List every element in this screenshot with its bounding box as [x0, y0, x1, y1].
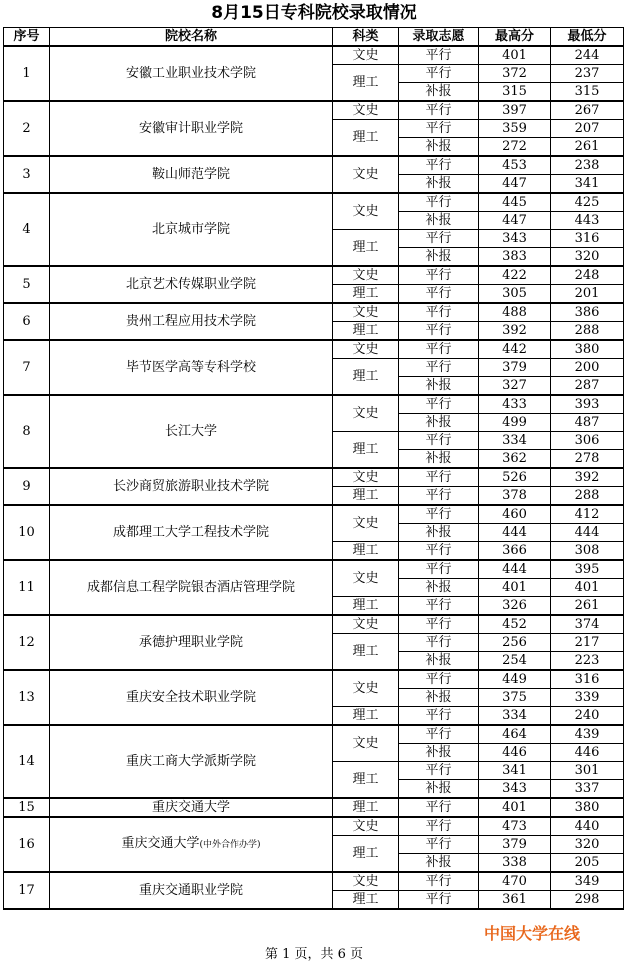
header-seq: 序号 [4, 28, 50, 47]
max-score-cell: 452 [479, 615, 551, 634]
school-seq: 10 [4, 505, 50, 560]
max-score-cell: 315 [479, 83, 551, 102]
max-score-cell: 464 [479, 725, 551, 744]
header-max-score: 最高分 [479, 28, 551, 47]
table-row [4, 670, 624, 689]
choice-cell: 平行 [399, 230, 479, 248]
min-score-cell: 349 [551, 872, 624, 891]
max-score-cell: 499 [479, 414, 551, 432]
min-score-cell: 288 [551, 322, 624, 341]
school-name-text: 长沙商贸旅游职业技术学院 [112, 478, 269, 494]
school-name [50, 798, 333, 817]
max-score-cell: 359 [479, 120, 551, 138]
subject-cell: 理工 [333, 798, 399, 817]
max-score-cell: 361 [479, 891, 551, 910]
subject-cell: 理工 [333, 359, 399, 396]
min-score-cell: 261 [551, 138, 624, 157]
choice-cell: 补报 [399, 579, 479, 597]
school-name [50, 468, 333, 505]
subject-cell: 文史 [333, 156, 399, 193]
subject-cell: 文史 [333, 725, 399, 762]
school-seq: 5 [4, 266, 50, 303]
subject-cell: 文史 [333, 266, 399, 285]
max-score-cell: 401 [479, 46, 551, 65]
max-score-cell: 305 [479, 285, 551, 304]
min-score-cell: 261 [551, 597, 624, 616]
min-score-cell: 425 [551, 193, 624, 212]
choice-cell: 平行 [399, 542, 479, 561]
choice-cell: 平行 [399, 468, 479, 487]
min-score-cell: 315 [551, 83, 624, 102]
school-block [4, 303, 624, 340]
max-score-cell: 526 [479, 468, 551, 487]
subject-cell: 文史 [333, 340, 399, 359]
choice-cell: 平行 [399, 670, 479, 689]
choice-cell: 平行 [399, 891, 479, 910]
school-name [50, 725, 333, 798]
subject-cell: 文史 [333, 395, 399, 432]
school-block [4, 798, 624, 817]
school-name-text: 重庆安全技术职业学院 [125, 689, 256, 705]
max-score-cell: 341 [479, 762, 551, 780]
school-seq: 13 [4, 670, 50, 725]
max-score-cell: 445 [479, 193, 551, 212]
choice-cell: 平行 [399, 798, 479, 817]
subject-cell: 理工 [333, 597, 399, 616]
max-score-cell: 470 [479, 872, 551, 891]
min-score-cell: 380 [551, 340, 624, 359]
max-score-cell: 446 [479, 744, 551, 762]
choice-cell: 平行 [399, 395, 479, 414]
table-row [4, 303, 624, 322]
min-score-cell: 316 [551, 670, 624, 689]
school-block [4, 340, 624, 395]
max-score-cell: 488 [479, 303, 551, 322]
subject-cell: 文史 [333, 303, 399, 322]
choice-cell: 平行 [399, 65, 479, 83]
school-seq: 12 [4, 615, 50, 670]
school-block [4, 560, 624, 615]
subject-cell: 文史 [333, 560, 399, 597]
school-block [4, 670, 624, 725]
choice-cell: 平行 [399, 560, 479, 579]
max-score-cell: 343 [479, 230, 551, 248]
min-score-cell: 392 [551, 468, 624, 487]
school-seq: 4 [4, 193, 50, 266]
school-seq: 6 [4, 303, 50, 340]
school-name-text: 重庆交通大学 [151, 799, 230, 815]
choice-cell: 补报 [399, 689, 479, 707]
choice-cell: 补报 [399, 450, 479, 469]
header-subject: 科类 [333, 28, 399, 47]
school-name-text: 安徽工业职业技术学院 [125, 65, 256, 81]
max-score-cell: 392 [479, 322, 551, 341]
min-score-cell: 267 [551, 101, 624, 120]
school-seq: 9 [4, 468, 50, 505]
school-seq: 3 [4, 156, 50, 193]
min-score-cell: 244 [551, 46, 624, 65]
school-block [4, 468, 624, 505]
school-block [4, 817, 624, 872]
min-score-cell: 395 [551, 560, 624, 579]
school-name-text: 承德护理职业学院 [138, 634, 243, 650]
subject-cell: 理工 [333, 230, 399, 267]
school-name [50, 46, 333, 101]
school-block [4, 872, 624, 909]
subject-cell: 理工 [333, 432, 399, 469]
table-row [4, 266, 624, 285]
subject-cell: 文史 [333, 817, 399, 836]
table-row [4, 193, 624, 212]
min-score-cell: 237 [551, 65, 624, 83]
school-name [50, 872, 333, 909]
max-score-cell: 383 [479, 248, 551, 267]
min-score-cell: 288 [551, 487, 624, 506]
choice-cell: 平行 [399, 101, 479, 120]
school-name-text: 重庆工商大学派斯学院 [125, 753, 256, 769]
table-row [4, 615, 624, 634]
school-name [50, 817, 333, 872]
choice-cell: 平行 [399, 359, 479, 377]
subject-cell: 文史 [333, 101, 399, 120]
school-name-text: 重庆交通大学 [121, 836, 200, 851]
choice-cell: 平行 [399, 817, 479, 836]
table-row [4, 817, 624, 836]
choice-cell: 平行 [399, 193, 479, 212]
subject-cell: 文史 [333, 468, 399, 487]
subject-cell: 理工 [333, 120, 399, 157]
school-block [4, 266, 624, 303]
choice-cell: 补报 [399, 175, 479, 194]
choice-cell: 平行 [399, 597, 479, 616]
min-score-cell: 278 [551, 450, 624, 469]
choice-cell: 补报 [399, 744, 479, 762]
table-row [4, 725, 624, 744]
max-score-cell: 378 [479, 487, 551, 506]
max-score-cell: 343 [479, 780, 551, 799]
max-score-cell: 473 [479, 817, 551, 836]
choice-cell: 平行 [399, 303, 479, 322]
max-score-cell: 449 [479, 670, 551, 689]
choice-cell: 平行 [399, 707, 479, 726]
choice-cell: 平行 [399, 725, 479, 744]
max-score-cell: 453 [479, 156, 551, 175]
subject-cell: 文史 [333, 46, 399, 65]
subject-cell: 理工 [333, 542, 399, 561]
min-score-cell: 320 [551, 248, 624, 267]
school-name-text: 重庆交通职业学院 [138, 882, 243, 898]
max-score-cell: 375 [479, 689, 551, 707]
max-score-cell: 334 [479, 432, 551, 450]
subject-cell: 理工 [333, 762, 399, 799]
max-score-cell: 327 [479, 377, 551, 396]
max-score-cell: 362 [479, 450, 551, 469]
min-score-cell: 401 [551, 579, 624, 597]
table-row [4, 340, 624, 359]
header-school-name: 院校名称 [50, 28, 333, 47]
min-score-cell: 337 [551, 780, 624, 799]
table-row [4, 560, 624, 579]
school-seq: 8 [4, 395, 50, 468]
school-block [4, 615, 624, 670]
school-seq: 7 [4, 340, 50, 395]
min-score-cell: 446 [551, 744, 624, 762]
subject-cell: 理工 [333, 634, 399, 671]
choice-cell: 平行 [399, 836, 479, 854]
min-score-cell: 248 [551, 266, 624, 285]
subject-cell: 理工 [333, 891, 399, 910]
min-score-cell: 316 [551, 230, 624, 248]
choice-cell: 补报 [399, 854, 479, 873]
school-seq: 15 [4, 798, 50, 817]
max-score-cell: 460 [479, 505, 551, 524]
table-row [4, 101, 624, 120]
max-score-cell: 338 [479, 854, 551, 873]
choice-cell: 平行 [399, 285, 479, 304]
max-score-cell: 272 [479, 138, 551, 157]
min-score-cell: 205 [551, 854, 624, 873]
choice-cell: 平行 [399, 432, 479, 450]
min-score-cell: 308 [551, 542, 624, 561]
school-block [4, 46, 624, 101]
min-score-cell: 217 [551, 634, 624, 652]
min-score-cell: 200 [551, 359, 624, 377]
min-score-cell: 240 [551, 707, 624, 726]
subject-cell: 文史 [333, 505, 399, 542]
choice-cell: 补报 [399, 83, 479, 102]
school-name-text: 贵州工程应用技术学院 [125, 313, 256, 329]
subject-cell: 文史 [333, 670, 399, 707]
school-name-text: 北京艺术传媒职业学院 [125, 276, 256, 292]
max-score-cell: 422 [479, 266, 551, 285]
max-score-cell: 334 [479, 707, 551, 726]
min-score-cell: 201 [551, 285, 624, 304]
max-score-cell: 433 [479, 395, 551, 414]
school-name-text: 北京城市学院 [151, 221, 230, 237]
school-seq: 14 [4, 725, 50, 798]
choice-cell: 补报 [399, 212, 479, 230]
max-score-cell: 254 [479, 652, 551, 671]
choice-cell: 平行 [399, 487, 479, 506]
min-score-cell: 287 [551, 377, 624, 396]
subject-cell: 文史 [333, 615, 399, 634]
min-score-cell: 440 [551, 817, 624, 836]
choice-cell: 平行 [399, 322, 479, 341]
min-score-cell: 298 [551, 891, 624, 910]
min-score-cell: 223 [551, 652, 624, 671]
school-name [50, 505, 333, 560]
choice-cell: 补报 [399, 780, 479, 799]
choice-cell: 补报 [399, 652, 479, 671]
max-score-cell: 379 [479, 359, 551, 377]
choice-cell: 平行 [399, 120, 479, 138]
min-score-cell: 339 [551, 689, 624, 707]
max-score-cell: 372 [479, 65, 551, 83]
choice-cell: 平行 [399, 505, 479, 524]
page-footer: 第 1 页，共 6 页 [264, 947, 364, 962]
page-title: 8月15日专科院校录取情况 [211, 3, 417, 23]
max-score-cell: 447 [479, 175, 551, 194]
table-row [4, 798, 624, 817]
table-row [4, 468, 624, 487]
max-score-cell: 444 [479, 524, 551, 542]
choice-cell: 补报 [399, 248, 479, 267]
min-score-cell: 386 [551, 303, 624, 322]
max-score-cell: 447 [479, 212, 551, 230]
choice-cell: 平行 [399, 46, 479, 65]
school-name-text: 成都理工大学工程技术学院 [112, 524, 269, 540]
choice-cell: 平行 [399, 872, 479, 891]
school-seq: 11 [4, 560, 50, 615]
table-row [4, 46, 624, 65]
subject-cell: 理工 [333, 836, 399, 873]
subject-cell: 理工 [333, 65, 399, 102]
min-score-cell: 207 [551, 120, 624, 138]
school-block [4, 101, 624, 156]
watermark-logo: 中国大学在线 [484, 924, 581, 943]
school-name [50, 193, 333, 266]
school-name-text: 成都信息工程学院银杏酒店管理学院 [86, 579, 295, 595]
school-name [50, 303, 333, 340]
subject-cell: 文史 [333, 872, 399, 891]
header-choice: 录取志愿 [399, 28, 479, 47]
table-row [4, 395, 624, 414]
min-score-cell: 301 [551, 762, 624, 780]
max-score-cell: 379 [479, 836, 551, 854]
school-name [50, 615, 333, 670]
table-header-row [4, 28, 624, 47]
header-min-score: 最低分 [551, 28, 624, 47]
school-name [50, 560, 333, 615]
subject-cell: 理工 [333, 285, 399, 304]
school-name [50, 395, 333, 468]
school-name-text: 毕节医学高等专科学校 [125, 359, 256, 375]
max-score-cell: 401 [479, 798, 551, 817]
choice-cell: 补报 [399, 414, 479, 432]
min-score-cell: 238 [551, 156, 624, 175]
max-score-cell: 401 [479, 579, 551, 597]
max-score-cell: 326 [479, 597, 551, 616]
min-score-cell: 341 [551, 175, 624, 194]
choice-cell: 补报 [399, 377, 479, 396]
max-score-cell: 397 [479, 101, 551, 120]
min-score-cell: 374 [551, 615, 624, 634]
subject-cell: 理工 [333, 707, 399, 726]
table-row [4, 505, 624, 524]
min-score-cell: 444 [551, 524, 624, 542]
min-score-cell: 380 [551, 798, 624, 817]
choice-cell: 平行 [399, 156, 479, 175]
school-name-text: 安徽审计职业学院 [138, 120, 243, 136]
subject-cell: 理工 [333, 487, 399, 506]
table-row [4, 872, 624, 891]
choice-cell: 补报 [399, 524, 479, 542]
school-seq: 17 [4, 872, 50, 909]
school-seq: 2 [4, 101, 50, 156]
school-block [4, 193, 624, 266]
min-score-cell: 306 [551, 432, 624, 450]
choice-cell: 平行 [399, 634, 479, 652]
school-name [50, 340, 333, 395]
school-block [4, 725, 624, 798]
table-row [4, 156, 624, 175]
school-name-text: 鞍山师范学院 [151, 166, 230, 182]
choice-cell: 平行 [399, 340, 479, 359]
choice-cell: 平行 [399, 615, 479, 634]
min-score-cell: 320 [551, 836, 624, 854]
school-name [50, 101, 333, 156]
school-name [50, 156, 333, 193]
min-score-cell: 443 [551, 212, 624, 230]
school-name [50, 266, 333, 303]
choice-cell: 平行 [399, 266, 479, 285]
min-score-cell: 412 [551, 505, 624, 524]
subject-cell: 理工 [333, 322, 399, 341]
school-block [4, 156, 624, 193]
school-name [50, 670, 333, 725]
school-block [4, 505, 624, 560]
school-name-note: (中外合作办学) [199, 840, 261, 850]
min-score-cell: 393 [551, 395, 624, 414]
max-score-cell: 442 [479, 340, 551, 359]
max-score-cell: 366 [479, 542, 551, 561]
choice-cell: 平行 [399, 762, 479, 780]
min-score-cell: 487 [551, 414, 624, 432]
school-seq: 1 [4, 46, 50, 101]
max-score-cell: 256 [479, 634, 551, 652]
min-score-cell: 439 [551, 725, 624, 744]
admission-table [3, 27, 624, 910]
school-seq: 16 [4, 817, 50, 872]
school-block [4, 395, 624, 468]
choice-cell: 补报 [399, 138, 479, 157]
school-name-text: 长江大学 [164, 423, 217, 439]
subject-cell: 文史 [333, 193, 399, 230]
max-score-cell: 444 [479, 560, 551, 579]
